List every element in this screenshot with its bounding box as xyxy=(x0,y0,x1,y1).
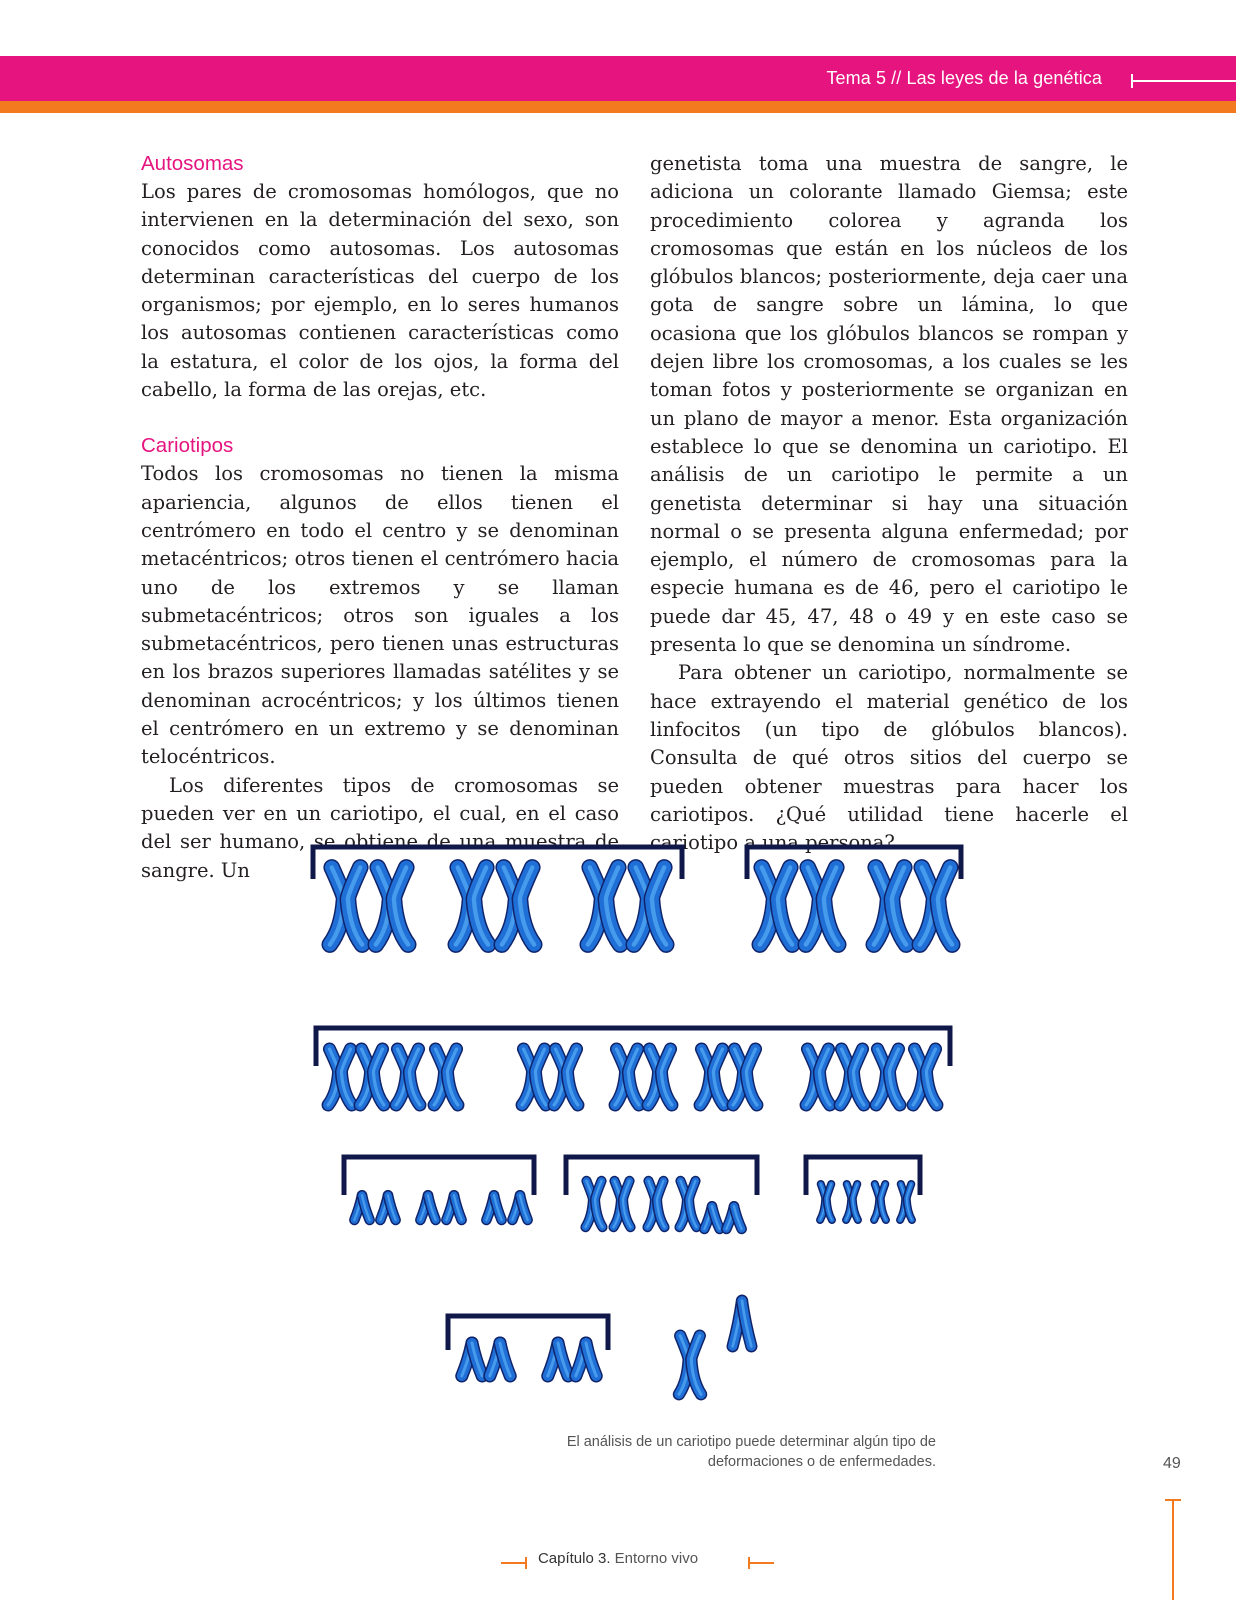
cariotipos-heading: Cariotipos xyxy=(141,434,234,458)
chromosome xyxy=(900,1184,912,1220)
chromosome xyxy=(820,1184,832,1220)
chromosome xyxy=(680,1181,697,1227)
tipos-paragraph: Los diferentes tipos de cromosomas se pueden ver en un cariotipo, el cual, en el caso del ser humano, se obtiene de una muestra de sangre. Un xyxy=(141,773,619,882)
karyotype-illustration xyxy=(0,820,1236,1420)
chromosome xyxy=(846,1184,858,1220)
chromosome xyxy=(380,1195,395,1220)
chromosome xyxy=(512,1195,527,1220)
chromosome xyxy=(614,1181,631,1227)
group-bracket xyxy=(344,1157,534,1195)
chromosome xyxy=(615,1049,639,1105)
chromosome xyxy=(456,867,488,944)
section-title: Tema 5 // Las leyes de la genética xyxy=(826,68,1102,88)
chromosome xyxy=(733,1301,752,1347)
right-column xyxy=(650,150,1128,857)
chromosome xyxy=(522,1049,546,1105)
chromosome xyxy=(806,867,838,944)
chromosome xyxy=(920,867,952,944)
chromosome xyxy=(634,867,666,944)
chromosome xyxy=(376,867,408,944)
chromosome xyxy=(700,1049,724,1105)
chapter-label: Capítulo 3. xyxy=(537,1550,611,1567)
chromosome xyxy=(648,1181,665,1227)
chromosome xyxy=(806,1049,830,1105)
continuation-paragraph: genetista toma una muestra de sangre, le adiciona un colorante llamado Giemsa; este procedimiento colorea y agranda los cromosomas que están en los núcleos de los glóbulos blancos; posteriormente, deja caer una gota de sangre sobre un lámina, lo que ocasiona que los glóbulos blancos se rompan y dejen libre los cromosomas, a los cuales se les toman fotos y posteriormente se organizan en un plano de mayor a menor. Esta organización establece lo que se denomina un cariotipo. El análisis de un cariotipo le permite a un genetista determinar si hay una situación normal o se presenta alguna enfermedad; por ejemplo, el número de cromosomas para la especie humana es de 46, pero el cariotipo le puede dar 45, 47, 48 o 49 y en este caso se presenta lo que se denomina un síndrome. xyxy=(650,152,1128,657)
chromosome xyxy=(360,1049,384,1105)
chromosome xyxy=(486,1195,501,1220)
autosomas-heading: Autosomas xyxy=(141,152,244,175)
chromosome xyxy=(396,1049,420,1105)
chromosome xyxy=(490,1343,510,1376)
figure-caption xyxy=(516,1432,936,1472)
left-column xyxy=(141,150,619,885)
chromosome xyxy=(876,1049,900,1105)
chromosome xyxy=(913,1049,937,1105)
chromosome xyxy=(330,867,362,944)
chromosome xyxy=(548,1343,568,1376)
obtener-paragraph: Para obtener un cariotipo, normalmente se hace extrayendo el material genético de los linfocitos (un tipo de glóbulos blancos). Consulta de qué otros sitios del cuerpo se pueden obtener muestras para hacer los cariotipos. ¿Qué utilidad tiene hacerle el cariotipo a una persona? xyxy=(650,661,1128,855)
page-number: 49 xyxy=(1163,1455,1181,1472)
chromosome xyxy=(648,1049,672,1105)
chromosome xyxy=(679,1336,701,1395)
autosomas-paragraph: Los pares de cromosomas homólogos, que no intervienen en la determinación del sexo, son conocidos como autosomas. Los autosomas determinan características del cuerpo de los organismos; por ejemplo, en lo seres humanos los autosomas contienen características como la estatura, el color de los ojos, la forma del cabello, la forma de las orejas, etc. xyxy=(141,180,619,402)
chromosome xyxy=(760,867,792,944)
karyotype-chromosomes xyxy=(328,867,952,1394)
chromosome xyxy=(874,867,906,944)
chromosome xyxy=(576,1343,596,1376)
chromosome xyxy=(354,1195,369,1220)
chromosome xyxy=(554,1049,578,1105)
cariotipos-paragraph: Todos los cromosomas no tienen la misma apariencia, algunos de ellos tienen el centrómero en todo el centro y se denominan metacéntricos; otros tienen el centrómero hacia uno de los extremos y se llaman submetacéntricos; otros son iguales a los submetacéntricos, pero tienen unas estructuras en los brazos superiores llamadas satélites y se denominan acrocéntricos; y los últimos tienen el centrómero en un extremo y se denominan telocéntricos. xyxy=(141,462,619,769)
chromosome xyxy=(446,1195,461,1220)
chromosome xyxy=(328,1049,352,1105)
chromosome xyxy=(586,1181,603,1227)
footer-ornament-right xyxy=(748,1562,774,1564)
chromosome xyxy=(420,1195,435,1220)
header-rule xyxy=(1132,80,1236,82)
chromosome xyxy=(840,1049,864,1105)
caption-line: El análisis de un cariotipo puede determinar algún tipo de xyxy=(566,1434,936,1450)
header-accent-stripe xyxy=(0,101,1236,113)
chromosome xyxy=(502,867,534,944)
caption-line: deformaciones o de enfermedades. xyxy=(707,1454,936,1470)
chromosome xyxy=(704,1206,719,1229)
chromosome xyxy=(726,1206,741,1229)
chapter-footer xyxy=(0,1550,1236,1567)
chromosome xyxy=(588,867,620,944)
chromosome xyxy=(434,1049,458,1105)
chapter-name: Entorno vivo xyxy=(614,1550,699,1567)
chromosome xyxy=(733,1049,757,1105)
chromosome xyxy=(462,1343,482,1376)
chromosome xyxy=(874,1184,886,1220)
